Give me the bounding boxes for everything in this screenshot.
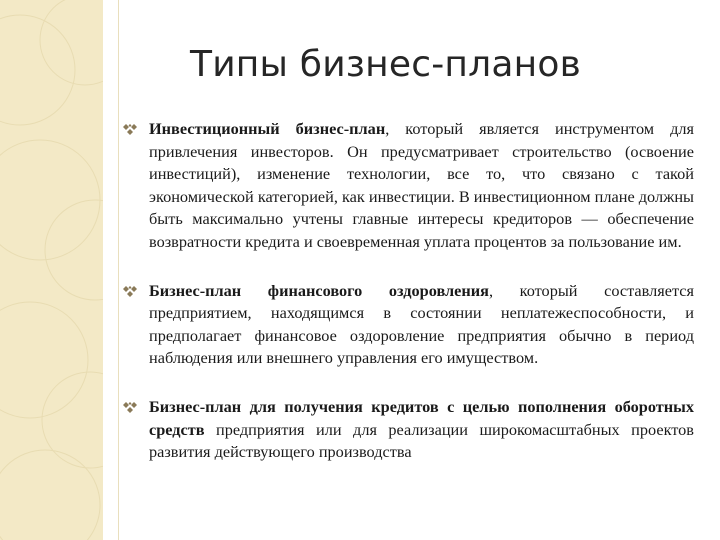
item-text: , который является инструментом для привлечения инвесторов. Он предусматривает строительство (освоение инвестиций), изменение технологии, все то, что связано с такой экономической категорией, как инвестиции. В инвестиционном плане должны быть максимально учтены главные интересы кредиторов — обеспечение возвратности кредита и своевременная уплата процентов за пользование им.: [149, 119, 695, 251]
bullet-list: [122, 118, 694, 464]
list-item: [122, 280, 694, 370]
divider: [118, 0, 119, 540]
item-text: , который составляется предприятием, находящимся в состоянии неплатежеспособности, и предполагает финансовое оздоровление предприятия обычно в период наблюдения или внешнего управления его имуществом.: [149, 280, 694, 368]
circle-pattern-decoration: [0, 0, 103, 540]
item-heading: Бизнес-план финансового оздоровления: [149, 280, 489, 300]
item-heading: Бизнес-план для получения кредитов с целью пополнения оборотных средств: [149, 396, 694, 439]
item-text: предприятия или для реализации широкомасштабных проектов развития действующего производства: [149, 419, 694, 462]
diamond-bullet-icon: [122, 285, 138, 299]
item-heading: Инвестиционный бизнес-план: [149, 119, 386, 138]
list-item: [122, 118, 694, 254]
decorative-side-band: [0, 0, 103, 540]
diamond-bullet-icon: [122, 123, 138, 137]
page-title: Типы бизнес-планов: [190, 44, 581, 85]
diamond-bullet-icon: [122, 401, 138, 415]
list-item: [122, 396, 694, 464]
